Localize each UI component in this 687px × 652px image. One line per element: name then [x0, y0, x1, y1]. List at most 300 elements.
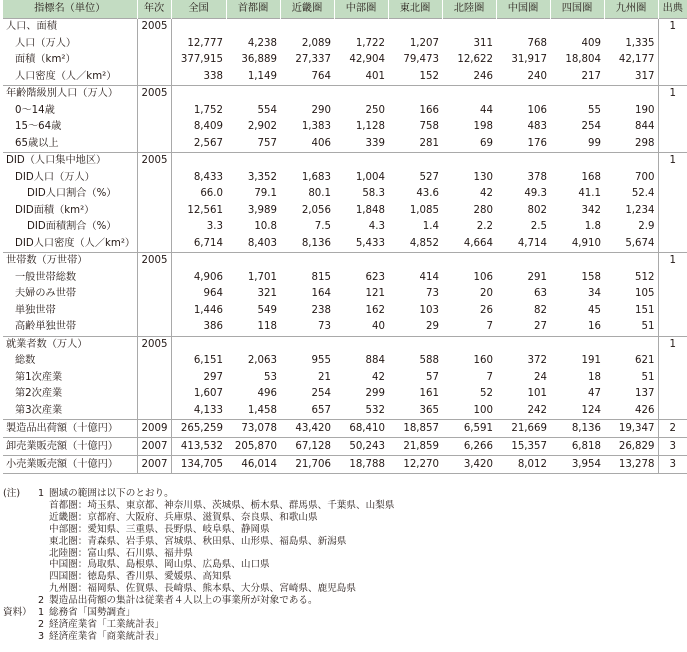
value-cell: 4,133	[193, 404, 223, 416]
value-cell: 321	[257, 288, 277, 300]
value-cell: 2,567	[193, 137, 223, 149]
value-cell: 46,014	[226, 456, 280, 474]
header-region: 東北圏	[388, 0, 442, 19]
table-row	[3, 456, 687, 474]
value-cell: 73	[426, 288, 439, 300]
value-cell: 1,149	[247, 70, 277, 82]
value-cell: 12,561	[187, 204, 223, 216]
cell-empty	[604, 336, 658, 353]
year-cell	[137, 36, 171, 53]
value-cell: 79.1	[254, 188, 277, 200]
value-cell: 339	[365, 137, 385, 149]
regional-stats-table	[3, 0, 687, 474]
source-cell	[658, 170, 687, 187]
value-cell: 162	[365, 304, 385, 316]
cell-empty	[171, 336, 226, 353]
value-cell: 4,906	[193, 271, 223, 283]
group-header-row	[3, 19, 687, 36]
cell-empty	[604, 253, 658, 270]
year-cell: 2007	[137, 438, 171, 456]
value-cell: 1,446	[193, 304, 223, 316]
value-cell: 802	[527, 204, 547, 216]
row-label: 小売業販売額（十億円）	[3, 456, 137, 474]
source-cell: 1	[658, 153, 687, 170]
value-cell: 1,128	[355, 121, 385, 133]
value-cell: 13,278	[604, 456, 658, 474]
table-row	[3, 69, 687, 86]
table-row	[3, 236, 687, 253]
table-row	[3, 170, 687, 187]
value-cell: 1,234	[625, 204, 655, 216]
value-cell: 2,089	[301, 37, 331, 49]
value-cell: 964	[203, 288, 223, 300]
value-cell: 12,777	[187, 37, 223, 49]
row-label: DID人口割合（%）	[3, 186, 137, 203]
value-cell: 6,151	[193, 355, 223, 367]
year-cell	[137, 386, 171, 403]
row-label: 卸売業販売額（十億円）	[3, 438, 137, 456]
table-row	[3, 119, 687, 136]
value-cell: 815	[311, 271, 331, 283]
value-cell: 79,473	[403, 54, 439, 66]
value-cell: 52	[480, 388, 493, 400]
value-cell: 1,607	[193, 388, 223, 400]
year-cell: 2009	[137, 420, 171, 438]
table-row	[3, 386, 687, 403]
value-cell: 58.3	[362, 188, 385, 200]
value-cell: 291	[527, 271, 547, 283]
source-cell	[658, 69, 687, 86]
source-cell	[658, 219, 687, 236]
cell-empty	[550, 336, 604, 353]
value-cell: 26,829	[604, 438, 658, 456]
cell-empty	[550, 153, 604, 170]
value-cell: 1,383	[301, 121, 331, 133]
value-cell: 377,915	[180, 54, 223, 66]
value-cell: 409	[581, 37, 601, 49]
value-cell: 372	[527, 355, 547, 367]
header-year: 年次	[137, 0, 171, 19]
group-title: 年齢階級別人口（万人）	[3, 86, 137, 103]
value-cell: 166	[419, 104, 439, 116]
table-row	[3, 303, 687, 320]
table-row	[3, 353, 687, 370]
value-cell: 496	[257, 388, 277, 400]
value-cell: 386	[203, 321, 223, 333]
cell-empty	[388, 19, 442, 36]
value-cell: 137	[635, 388, 655, 400]
source-cell	[658, 303, 687, 320]
value-cell: 2.2	[476, 221, 493, 233]
value-cell: 99	[588, 137, 601, 149]
year-cell	[137, 319, 171, 336]
value-cell: 82	[534, 304, 547, 316]
cell-empty	[442, 253, 496, 270]
header-region: 中部圏	[334, 0, 388, 19]
value-cell: 281	[419, 137, 439, 149]
value-cell: 73,078	[226, 420, 280, 438]
value-cell: 554	[257, 104, 277, 116]
region-definition: 中部圏：愛知県、三重県、長野県、岐阜県、静岡県	[49, 523, 270, 535]
cell-empty	[442, 86, 496, 103]
value-cell: 1,085	[409, 204, 439, 216]
table-row	[3, 36, 687, 53]
cell-empty	[334, 86, 388, 103]
value-cell: 161	[419, 388, 439, 400]
value-cell: 42,904	[349, 54, 385, 66]
value-cell: 21,706	[280, 456, 334, 474]
value-cell: 20	[480, 288, 493, 300]
year-cell	[137, 403, 171, 420]
value-cell: 406	[311, 137, 331, 149]
region-definition: 首都圏：埼玉県、東京都、神奈川県、茨城県、栃木県、群馬県、千葉県、山梨県	[49, 499, 395, 511]
cell-empty	[496, 336, 550, 353]
year-cell	[137, 69, 171, 86]
value-cell: 8,012	[496, 456, 550, 474]
value-cell: 758	[419, 121, 439, 133]
source-cell: 1	[658, 19, 687, 36]
value-cell: 50,243	[334, 438, 388, 456]
table-row	[3, 420, 687, 438]
value-cell: 240	[527, 70, 547, 82]
value-cell: 106	[527, 104, 547, 116]
group-title: DID（人口集中地区）	[3, 153, 137, 170]
value-cell: 27	[534, 321, 547, 333]
note-number: 2	[37, 595, 45, 607]
cell-empty	[226, 19, 280, 36]
value-cell: 426	[635, 404, 655, 416]
value-cell: 3,352	[247, 171, 277, 183]
source-text: 経済産業省「商業統計表」	[49, 630, 165, 642]
cell-empty	[226, 153, 280, 170]
value-cell: 8,409	[193, 121, 223, 133]
value-cell: 8,136	[301, 237, 331, 249]
cell-empty	[496, 153, 550, 170]
source-text: 経済産業省「工業統計表」	[49, 618, 165, 630]
value-cell: 532	[365, 404, 385, 416]
value-cell: 5,674	[625, 237, 655, 249]
value-cell: 19,347	[604, 420, 658, 438]
notes-section	[3, 488, 653, 643]
cell-empty	[604, 86, 658, 103]
group-title: 人口、面積	[3, 19, 137, 36]
header-region: 首都圏	[226, 0, 280, 19]
source-cell	[658, 186, 687, 203]
value-cell: 18,857	[388, 420, 442, 438]
value-cell: 134,705	[171, 456, 226, 474]
row-label: 0〜14歳	[3, 103, 137, 120]
row-label: 65歳以上	[3, 136, 137, 153]
cell-empty	[226, 336, 280, 353]
source-cell	[658, 136, 687, 153]
value-cell: 66.0	[200, 188, 223, 200]
sources-tag: 資料）	[3, 607, 32, 619]
cell-empty	[334, 336, 388, 353]
note-number: 1	[37, 488, 45, 499]
value-cell: 844	[635, 121, 655, 133]
value-cell: 52.4	[631, 188, 655, 200]
header-region: 近畿圏	[280, 0, 334, 19]
value-cell: 36,889	[241, 54, 277, 66]
value-cell: 254	[311, 388, 331, 400]
cell-empty	[334, 153, 388, 170]
note-1	[3, 488, 653, 500]
row-label: 総数	[3, 353, 137, 370]
value-cell: 4,664	[463, 237, 493, 249]
value-cell: 1.8	[584, 221, 601, 233]
cell-empty	[550, 253, 604, 270]
value-cell: 1,004	[355, 171, 385, 183]
value-cell: 7	[486, 371, 493, 383]
value-cell: 246	[473, 70, 493, 82]
value-cell: 53	[264, 371, 277, 383]
value-cell: 34	[588, 288, 601, 300]
value-cell: 168	[581, 171, 601, 183]
value-cell: 51	[641, 371, 655, 383]
header-source: 出典	[658, 0, 687, 19]
source-cell	[658, 119, 687, 136]
value-cell: 254	[581, 121, 601, 133]
value-cell: 121	[365, 288, 385, 300]
cell-empty	[280, 253, 334, 270]
value-cell: 2.9	[638, 221, 655, 233]
table-row	[3, 438, 687, 456]
row-label: 製造品出荷額（十億円）	[3, 420, 137, 438]
source-cell	[658, 386, 687, 403]
value-cell: 298	[635, 137, 655, 149]
value-cell: 80.1	[308, 188, 331, 200]
value-cell: 8,403	[247, 237, 277, 249]
row-label: 面積（km²）	[3, 52, 137, 69]
value-cell: 152	[419, 70, 439, 82]
source-number: 1	[37, 607, 45, 619]
value-cell: 265,259	[171, 420, 226, 438]
table-row	[3, 370, 687, 387]
row-label: 第3次産業	[3, 403, 137, 420]
year-cell	[137, 219, 171, 236]
value-cell: 242	[527, 404, 547, 416]
region-definition: 東北圏：青森県、岩手県、宮城県、秋田県、山形県、福島県、新潟県	[49, 535, 347, 547]
value-cell: 44	[480, 104, 493, 116]
value-cell: 297	[203, 371, 223, 383]
value-cell: 621	[635, 355, 655, 367]
value-cell: 317	[635, 70, 655, 82]
value-cell: 7	[486, 321, 493, 333]
cell-empty	[280, 86, 334, 103]
value-cell: 768	[527, 37, 547, 49]
value-cell: 55	[588, 104, 601, 116]
value-cell: 527	[419, 171, 439, 183]
year-cell	[137, 136, 171, 153]
year-cell: 2007	[137, 456, 171, 474]
value-cell: 124	[581, 404, 601, 416]
value-cell: 657	[311, 404, 331, 416]
header-region: 中国圏	[496, 0, 550, 19]
value-cell: 700	[635, 171, 655, 183]
region-definition: 近畿圏：京都府、大阪府、兵庫県、滋賀県、奈良県、和歌山県	[49, 511, 318, 523]
note-text: 圏域の範囲は以下のとおり。	[49, 488, 174, 499]
row-label: DID面積（km²）	[3, 203, 137, 220]
year-cell	[137, 370, 171, 387]
row-label: DID人口密度（人／km²）	[3, 236, 137, 253]
cell-empty	[496, 86, 550, 103]
cell-empty	[442, 153, 496, 170]
value-cell: 51	[641, 321, 655, 333]
value-cell: 2,902	[247, 121, 277, 133]
header-region: 四国圏	[550, 0, 604, 19]
row-label: DID面積割合（%）	[3, 219, 137, 236]
group-header-row	[3, 153, 687, 170]
cell-empty	[604, 19, 658, 36]
group-title: 就業者数（万人）	[3, 336, 137, 353]
value-cell: 6,266	[442, 438, 496, 456]
year-cell	[137, 103, 171, 120]
value-cell: 884	[365, 355, 385, 367]
group-header-row	[3, 253, 687, 270]
value-cell: 238	[311, 304, 331, 316]
row-label: 単独世帯	[3, 303, 137, 320]
group-title: 世帯数（万世帯）	[3, 253, 137, 270]
value-cell: 6,591	[442, 420, 496, 438]
value-cell: 21,669	[496, 420, 550, 438]
cell-empty	[280, 153, 334, 170]
value-cell: 31,917	[511, 54, 547, 66]
note-2	[3, 595, 653, 607]
year-cell	[137, 236, 171, 253]
source-1	[3, 607, 653, 619]
region-definition: 北陸圏：富山県、石川県、福井県	[49, 547, 193, 559]
table-row	[3, 286, 687, 303]
value-cell: 549	[257, 304, 277, 316]
year-cell	[137, 203, 171, 220]
cell-empty	[226, 253, 280, 270]
value-cell: 1,207	[409, 37, 439, 49]
cell-empty	[334, 253, 388, 270]
value-cell: 4,714	[517, 237, 547, 249]
year-cell	[137, 186, 171, 203]
source-cell	[658, 270, 687, 287]
value-cell: 67,128	[280, 438, 334, 456]
source-cell: 3	[658, 438, 687, 456]
value-cell: 588	[419, 355, 439, 367]
header-region: 北陸圏	[442, 0, 496, 19]
table-row	[3, 136, 687, 153]
value-cell: 100	[473, 404, 493, 416]
value-cell: 130	[473, 171, 493, 183]
value-cell: 106	[473, 271, 493, 283]
year-cell	[137, 286, 171, 303]
value-cell: 3.3	[206, 221, 223, 233]
source-cell: 1	[658, 253, 687, 270]
value-cell: 2.5	[530, 221, 547, 233]
value-cell: 57	[426, 371, 439, 383]
source-2	[3, 619, 653, 631]
year-cell	[137, 52, 171, 69]
value-cell: 26	[480, 304, 493, 316]
value-cell: 73	[318, 321, 331, 333]
value-cell: 205,870	[226, 438, 280, 456]
value-cell: 250	[365, 104, 385, 116]
region-definition: 四国圏：徳島県、香川県、愛媛県、高知県	[49, 571, 232, 583]
source-cell	[658, 319, 687, 336]
cell-empty	[171, 153, 226, 170]
value-cell: 365	[419, 404, 439, 416]
source-text: 総務省「国勢調査」	[49, 607, 136, 619]
cell-empty	[550, 86, 604, 103]
notes-tag: (注)	[3, 488, 21, 499]
cell-empty	[171, 86, 226, 103]
cell-empty	[550, 19, 604, 36]
value-cell: 4,910	[571, 237, 601, 249]
table-body	[3, 19, 687, 474]
value-cell: 101	[527, 388, 547, 400]
value-cell: 378	[527, 171, 547, 183]
year-cell: 2005	[137, 19, 171, 36]
value-cell: 12,270	[388, 456, 442, 474]
value-cell: 151	[635, 304, 655, 316]
value-cell: 3,420	[442, 456, 496, 474]
year-cell: 2005	[137, 336, 171, 353]
row-label: 高齢単独世帯	[3, 319, 137, 336]
value-cell: 4,238	[247, 37, 277, 49]
value-cell: 414	[419, 271, 439, 283]
value-cell: 338	[203, 70, 223, 82]
source-cell: 1	[658, 86, 687, 103]
region-definition: 中国圏：鳥取県、島根県、岡山県、広島県、山口県	[49, 559, 270, 571]
value-cell: 18,788	[334, 456, 388, 474]
header-row	[3, 0, 687, 19]
year-cell: 2005	[137, 253, 171, 270]
value-cell: 2,063	[247, 355, 277, 367]
value-cell: 512	[635, 271, 655, 283]
table-row	[3, 319, 687, 336]
value-cell: 5,433	[355, 237, 385, 249]
value-cell: 118	[257, 321, 277, 333]
year-cell	[137, 303, 171, 320]
table-row	[3, 52, 687, 69]
source-cell	[658, 52, 687, 69]
value-cell: 12,622	[457, 54, 493, 66]
row-label: 15〜64歳	[3, 119, 137, 136]
value-cell: 68,410	[334, 420, 388, 438]
value-cell: 955	[311, 355, 331, 367]
value-cell: 21	[318, 371, 331, 383]
value-cell: 176	[527, 137, 547, 149]
value-cell: 198	[473, 121, 493, 133]
value-cell: 49.3	[524, 188, 547, 200]
table-row	[3, 403, 687, 420]
value-cell: 45	[588, 304, 601, 316]
value-cell: 40	[372, 321, 385, 333]
note-text: 製造品出荷額の集計は従業者４人以上の事業所が対象である。	[49, 595, 318, 607]
value-cell: 342	[581, 204, 601, 216]
value-cell: 6,714	[193, 237, 223, 249]
source-cell	[658, 286, 687, 303]
value-cell: 1,458	[247, 404, 277, 416]
cell-empty	[388, 86, 442, 103]
value-cell: 42,177	[618, 54, 655, 66]
value-cell: 3,989	[247, 204, 277, 216]
header-indicator: 指標名（単位）	[3, 0, 137, 19]
value-cell: 41.1	[578, 188, 601, 200]
value-cell: 43.6	[416, 188, 439, 200]
value-cell: 1,848	[355, 204, 385, 216]
header-region: 九州圏	[604, 0, 658, 19]
source-cell: 2	[658, 420, 687, 438]
value-cell: 413,532	[171, 438, 226, 456]
value-cell: 15,357	[496, 438, 550, 456]
value-cell: 311	[473, 37, 493, 49]
